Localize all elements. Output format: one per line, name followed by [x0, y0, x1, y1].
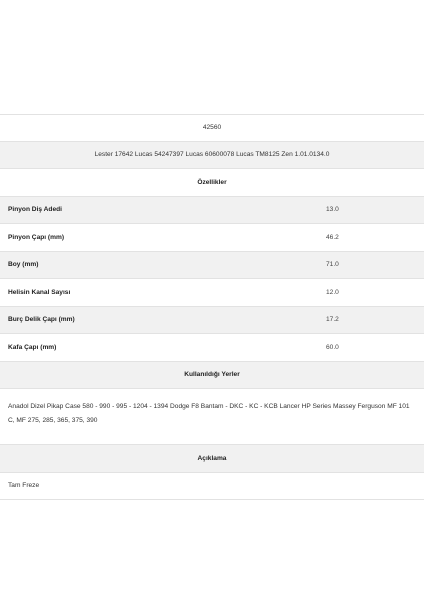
description-text: Tam Freze: [8, 482, 40, 490]
description-row: [0, 473, 424, 501]
spec-row-head-diameter: [0, 334, 424, 362]
spec-value: 12.0: [326, 288, 339, 296]
spec-label: Pinyon Diş Adedi: [8, 206, 62, 214]
spec-value: 71.0: [326, 261, 339, 269]
spec-row-pinion-teeth: [0, 197, 424, 225]
spec-value: 46.2: [326, 233, 339, 241]
usage-heading: [0, 362, 424, 390]
cross-reference-row: [0, 142, 424, 170]
description-title: Açıklama: [197, 454, 227, 462]
spec-value: 17.2: [326, 316, 339, 324]
spec-value: 60.0: [326, 343, 339, 351]
spec-label: Burç Delik Çapı (mm): [8, 316, 75, 324]
features-title: Özellikler: [197, 178, 227, 186]
product-spec-sheet: [0, 114, 424, 500]
spec-row-pinion-diameter: [0, 224, 424, 252]
product-code: 42560: [202, 124, 222, 132]
spec-row-length: [0, 252, 424, 280]
usage-text: Anadol Dizel Pikap Case 580 - 990 - 995 - 1204 - 1394 Dodge F8 Bantam - DKC - KC - KCB Lancer HP Series Massey Ferguson MF 101 C, MF 275, 285, 365, 375, 390: [0, 389, 424, 445]
cross-reference-list: Lester 17642 Lucas 54247397 Lucas 60600078 Lucas TM8125 Zen 1.01.0134.0: [94, 151, 330, 159]
spec-row-helix-grooves: [0, 279, 424, 307]
features-heading: [0, 169, 424, 197]
spec-label: Helisin Kanal Sayısı: [8, 288, 71, 296]
spec-label: Boy (mm): [8, 261, 39, 269]
spec-label: Pinyon Çapı (mm): [8, 233, 65, 241]
spec-row-bushing-bore: [0, 307, 424, 335]
usage-title: Kullanıldığı Yerler: [184, 371, 240, 379]
spec-label: Kafa Çapı (mm): [8, 343, 57, 351]
product-code-row: [0, 114, 424, 142]
description-heading: [0, 445, 424, 473]
spec-value: 13.0: [326, 206, 339, 214]
